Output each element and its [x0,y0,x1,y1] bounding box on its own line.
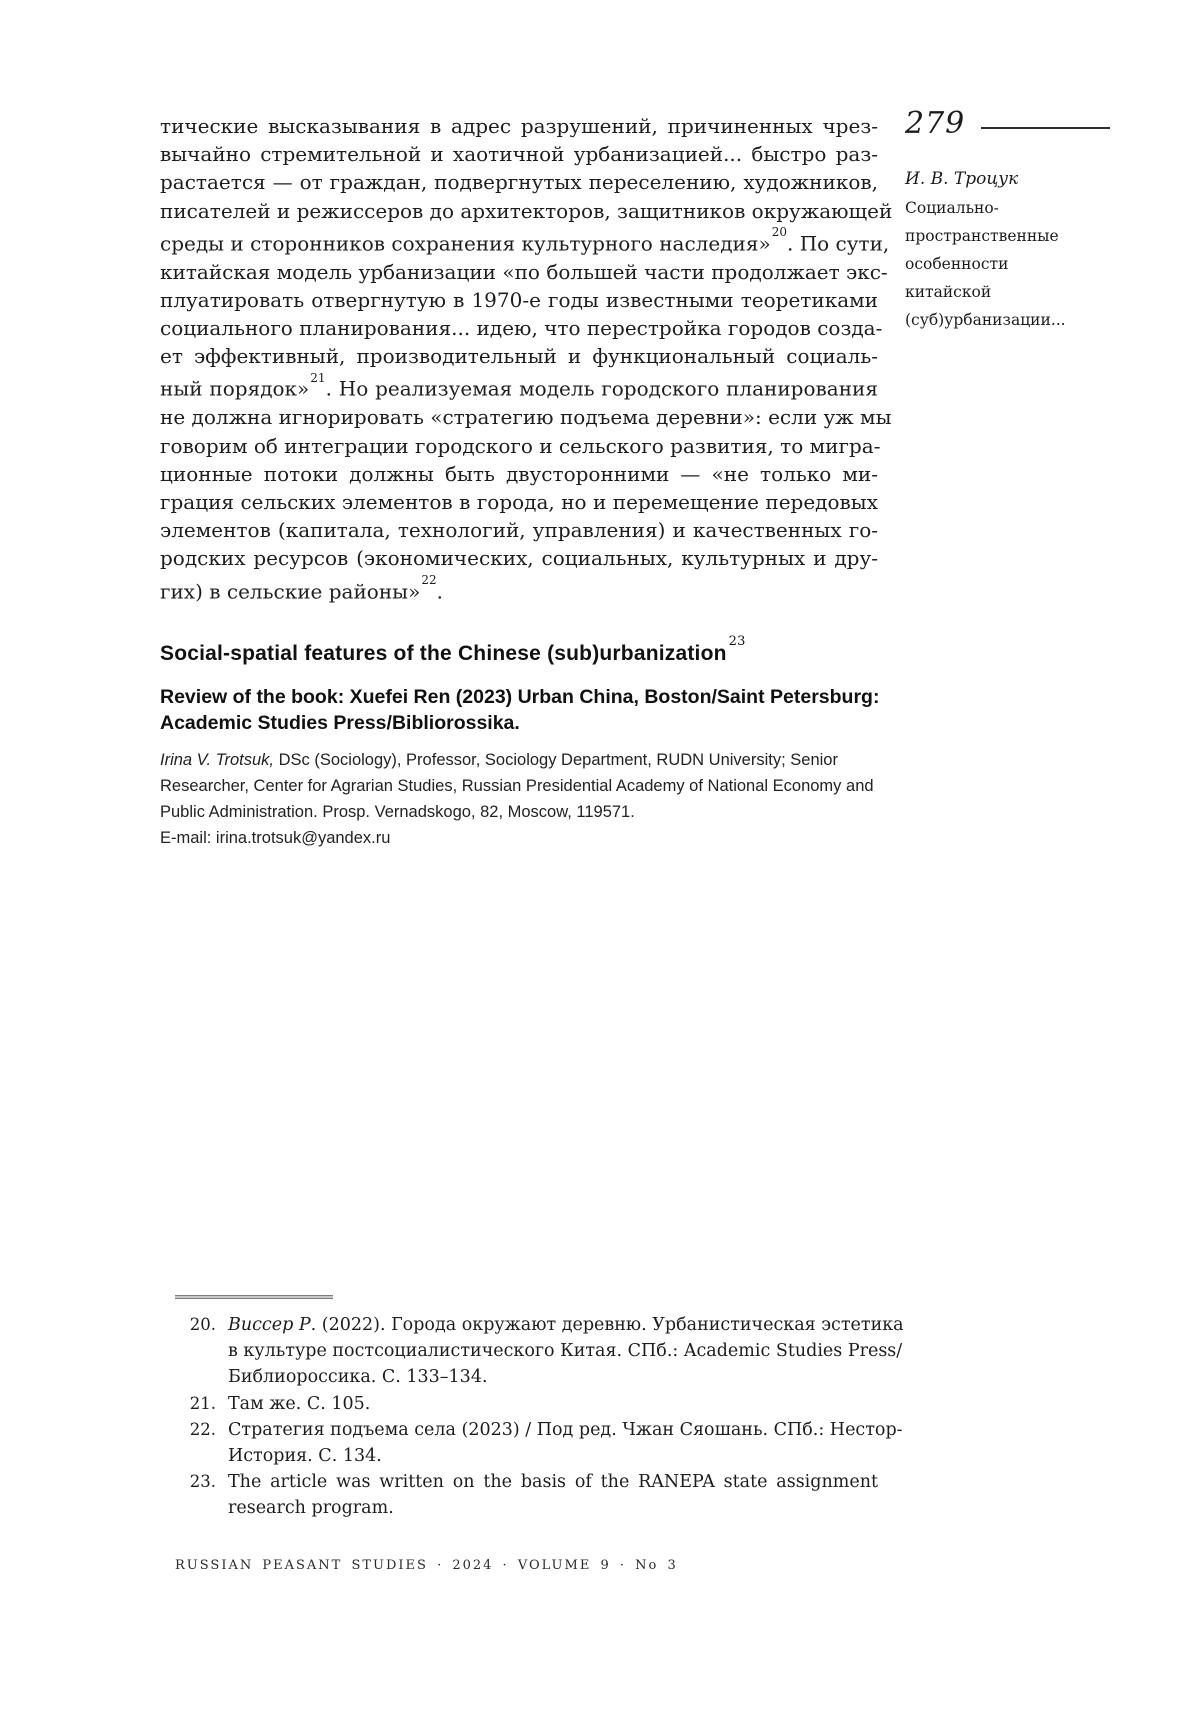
paragraph-line: тические высказывания в адрес разрушений, причиненных чрез- [160,114,878,138]
footnote-line: Стратегия подъема села (2023) / Под ред. Чжан Сяошань. СПб.: Нестор- [228,1419,903,1440]
footnote-line: research program. [228,1498,394,1519]
page-number: 279 [905,106,966,141]
footnote-text [228,1417,903,1469]
footnote-number: 22. [189,1419,216,1439]
margin-title-line: особенности [905,255,1009,273]
footnote-text [228,1469,878,1521]
paragraph-line: китайская модель урбанизации «по большей части продолжает экс- [160,259,888,284]
page-number-row [905,106,1110,141]
paragraph-line: гих) в сельские районы»$^{22}$. [160,572,443,604]
body-paragraph [160,112,893,605]
paragraph-line: социального планирования... идею, что перестройка городов созда- [160,316,883,341]
paragraph-line: растается — от граждан, подвергнутых переселению, художников, [160,170,878,195]
margin-article-title [905,194,1110,334]
paragraph-line: писателей и режиссеров до архитекторов, защитников окружающей [160,198,893,223]
footnote [160,1469,878,1521]
author-info [160,747,880,851]
paragraph-line: ционные потоки должны быть двусторонними — «не только ми- [160,461,878,486]
article-title-text: Social-spatial features of the Chinese (sub)urbanization [160,642,727,665]
paragraph-line: среды и сторонников сохранения культурного наследия»$^{20}$. По сути, [160,225,890,256]
footnote-ref: 20 [771,225,787,240]
margin-title-line: Социально- [905,199,999,217]
footnote-line: в культуре постсоциалистического Китая. СПб.: Academic Studies Press/ [228,1341,903,1362]
footnote-text [228,1312,904,1391]
margin-column [905,106,1110,334]
footnote-line: Там же. С. 105. [228,1393,371,1414]
author-name: Irina V. Trotsuk, [160,751,275,769]
paragraph-line: ный порядок»$^{21}$. Но реализуемая модель городского планирования [160,370,878,402]
footnote-line: The article was written on the basis of the RANEPA state assignment [228,1472,878,1493]
paragraph-line: говорим об интеграции городского и сельского развития, то мигра- [160,433,881,458]
footnote-ref: 22 [421,572,437,587]
footnote-divider [175,1295,333,1299]
footnotes-block [160,1312,904,1522]
footnote-line: Библиороссика. С. 133–134. [228,1367,488,1388]
footnote-number: 23. [189,1472,216,1492]
margin-title-line: китайской [905,283,992,301]
paragraph-line: не должна игнорировать «стратегию подъема деревни»: если уж мы [160,405,892,430]
footnote-number: 20. [189,1315,216,1334]
paragraph-line: грация сельских элементов в города, но и перемещение передовых [160,489,878,514]
footnote-line: Виссер Р. (2022). Города окружают деревню. Урбанистическая эстетика [228,1315,904,1335]
paragraph-line: плуатировать отвергнутую в 1970-е годы известными теоретиками [160,287,878,312]
margin-title-line: пространственные [905,227,1059,245]
review-subtitle: Review of the book: Xuefei Ren (2023) Urban China, Boston/Saint Petersburg: Academic Studies Press/Bibliorossika. [160,686,880,734]
footnote-ref: 21 [310,370,326,385]
italic-text: Виссер Р. [228,1315,317,1335]
footnote-text [228,1391,878,1417]
main-column [160,0,904,1710]
footnote-line: История. С. 134. [228,1446,382,1467]
paragraph-line: вычайно стремительной и хаотичной урбанизацией... быстро раз- [160,142,878,167]
paragraph-line: родских ресурсов (экономических, социальных, культурных и дру- [160,546,878,571]
title-footnote-ref: 23 [728,634,746,649]
author-email: E-mail: irina.trotsuk@yandex.ru [160,829,391,847]
article-title-en [160,634,746,666]
author-details: DSc (Sociology), Professor, Sociology Department, RUDN University; Senior Researcher, Center for Agrarian Studies, Russian Presidential Academy of National Economy and Public Administration. Prosp. Vernadskogo, 82, Moscow, 119571. [160,751,874,821]
paragraph-line: элементов (капитала, технологий, управления) и качественных го- [160,518,878,543]
footnote-number: 21. [189,1393,216,1413]
footnote [160,1391,878,1417]
page-number-rule [981,127,1110,129]
paragraph-line: ет эффективный, производительный и функциональный социаль- [160,344,878,369]
margin-author: И. В. Троцук [905,169,1019,189]
margin-title-line: (суб)урбанизации... [905,311,1066,329]
journal-footer: RUSSIAN PEASANT STUDIES · 2024 · VOLUME 9 · No 3 [175,1558,678,1573]
footnote [160,1417,903,1469]
footnote [160,1312,904,1391]
